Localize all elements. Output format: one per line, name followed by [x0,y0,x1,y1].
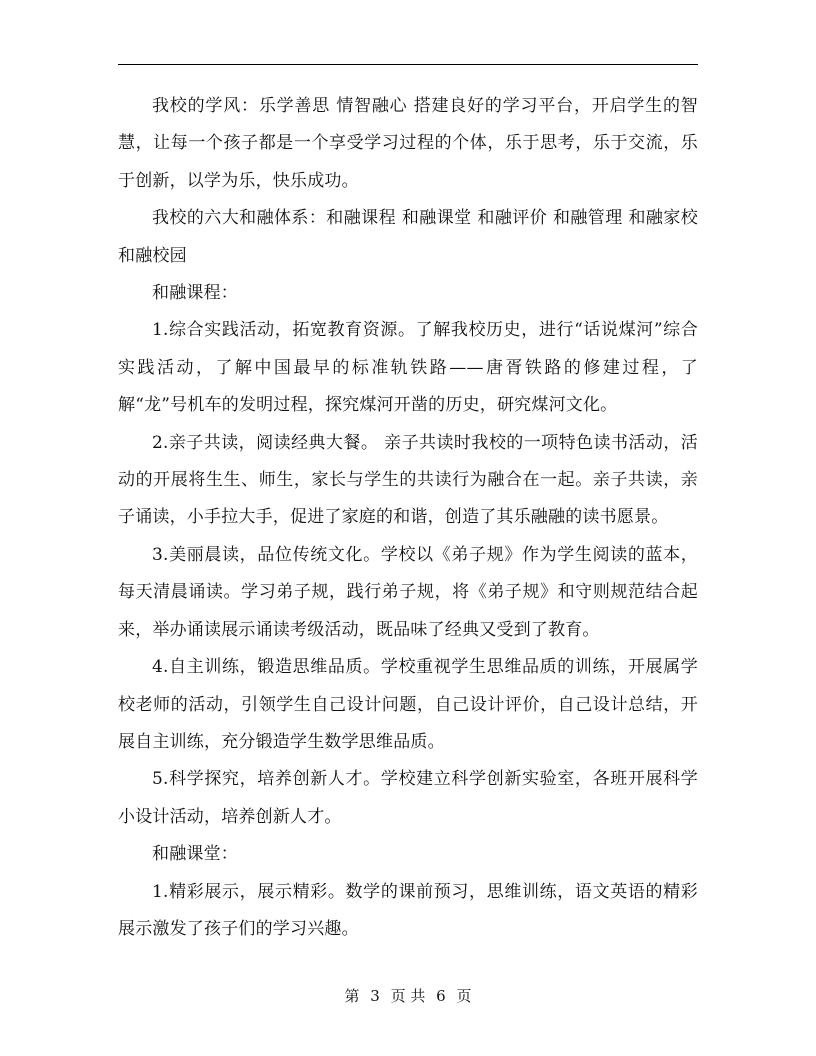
paragraph-morning-reading: 3.美丽晨读，品位传统文化。学校以《弟子规》作为学生阅读的蓝本，每天清晨诵读。学习弟子规，践行弟子规，将《弟子规》和守则规范结合起来，举办诵读展示诵读考级活动，既品味了经典又受到了教育。 [118,544,698,640]
paragraph-wonderful-display: 1.精彩展示，展示精彩。数学的课前预习，思维训练，语文英语的精彩展示激发了孩子们的学习兴趣。 [118,881,698,939]
footer-middle: 页 共 [390,987,426,1005]
paragraph-practice-activities: 1.综合实践活动，拓宽教育资源。了解我校历史，进行“话说煤河”综合实践活动，了解中国最早的标准轨铁路——唐胥铁路的修建过程，了解“龙”号机车的发明过程，探究煤河开凿的历史，研究煤河文化。 [118,320,698,416]
paragraph-science-inquiry: 5.科学探究，培养创新人才。学校建立科学创新实验室，各班开展科学小设计活动，培养创新人才。 [118,769,698,827]
paragraph-six-systems: 我校的六大和融体系：和融课程 和融课堂 和融评价 和融管理 和融家校 和融校园 [118,208,698,266]
footer-suffix: 页 [456,987,472,1005]
footer-prefix: 第 [344,987,360,1005]
paragraph-self-training: 4.自主训练，锻造思维品质。学校重视学生思维品质的训练，开展属学校老师的活动，引领学生自己设计问题，自己设计评价，自己设计总结，开展自主训练，充分锻造学生数学思维品质。 [118,657,698,752]
document-body [118,88,698,948]
paragraph-parent-child-reading: 2.亲子共读，阅读经典大餐。 亲子共读时我校的一项特色读书活动，活动的开展将生生、师生，家长与学生的共读行为融合在一起。亲子共读，亲子诵读，小手拉大手，促进了家庭的和谐，创造了其乐融融的读书愿景。 [118,432,698,528]
header-rule [118,64,698,65]
paragraph-study-style: 我校的学风：乐学善思 情智融心 搭建良好的学习平台，开启学生的智慧，让每一个孩子都是一个享受学习过程的个体，乐于思考，乐于交流，乐于创新，以学为乐，快乐成功。 [118,96,698,191]
heading-harmony-classroom: 和融课堂： [152,844,238,865]
footer-current-page: 3 [370,987,380,1005]
page-footer [0,986,816,1006]
footer-total-pages: 6 [436,987,446,1005]
heading-harmony-curriculum: 和融课程： [152,283,238,304]
